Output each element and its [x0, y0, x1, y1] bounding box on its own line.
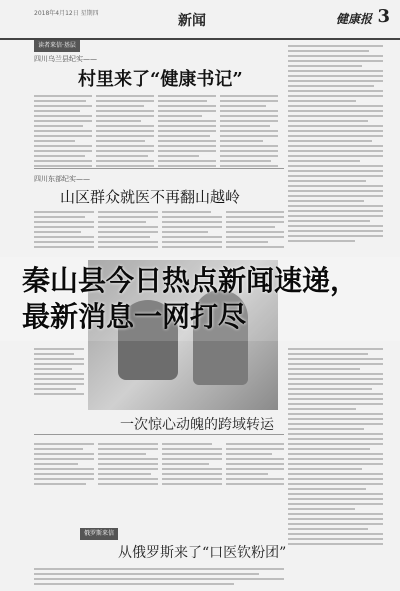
story3-column-4 [226, 440, 284, 488]
story1-column-4 [220, 92, 278, 170]
story4-column [34, 565, 284, 588]
story1-kicker: 读者来信·基层 [34, 40, 80, 52]
story2-column-4 [226, 208, 284, 251]
story-divider-2 [34, 434, 284, 435]
headline-overlay[interactable] [0, 257, 400, 341]
left-column-lower [34, 345, 84, 398]
section-title: 新闻 [178, 13, 206, 29]
story3-column-1 [34, 440, 94, 488]
story-divider-1 [34, 168, 284, 169]
page-number: 3 [377, 6, 390, 27]
story4-kicker: 俄罗斯来信 [80, 528, 118, 540]
story1-column-2 [96, 92, 154, 170]
story1-subkicker: 四川乌兰县纪实—— [34, 55, 97, 63]
overlay-title[interactable]: 秦山县今日热点新闻速递，最新消息一网打尽 [22, 264, 359, 333]
story2-column-1 [34, 208, 94, 251]
story2-subkicker: 四川东部纪实—— [34, 175, 90, 183]
right-sidebar-column [288, 42, 383, 245]
story2-headline[interactable]: 山区群众就医不再翻山越岭 [60, 188, 241, 206]
story2-column-3 [162, 208, 222, 251]
story1-column-1 [34, 92, 92, 170]
story2-column-2 [98, 208, 158, 251]
story1-column-3 [158, 92, 216, 170]
story4-headline[interactable]: 从俄罗斯来了“口医钦粉团” [118, 545, 287, 561]
page-header [0, 0, 400, 40]
story3-column-3 [162, 440, 222, 488]
issue-date: 2018年4月12日 星期四 [34, 10, 99, 17]
right-sidebar-lower [288, 345, 383, 548]
story1-headline[interactable]: 村里来了“健康书记” [78, 69, 243, 90]
story3-headline[interactable]: 一次惊心动魄的跨域转运 [120, 417, 274, 433]
newspaper-brand: 健康报 [335, 12, 372, 26]
story3-column-2 [98, 440, 158, 488]
